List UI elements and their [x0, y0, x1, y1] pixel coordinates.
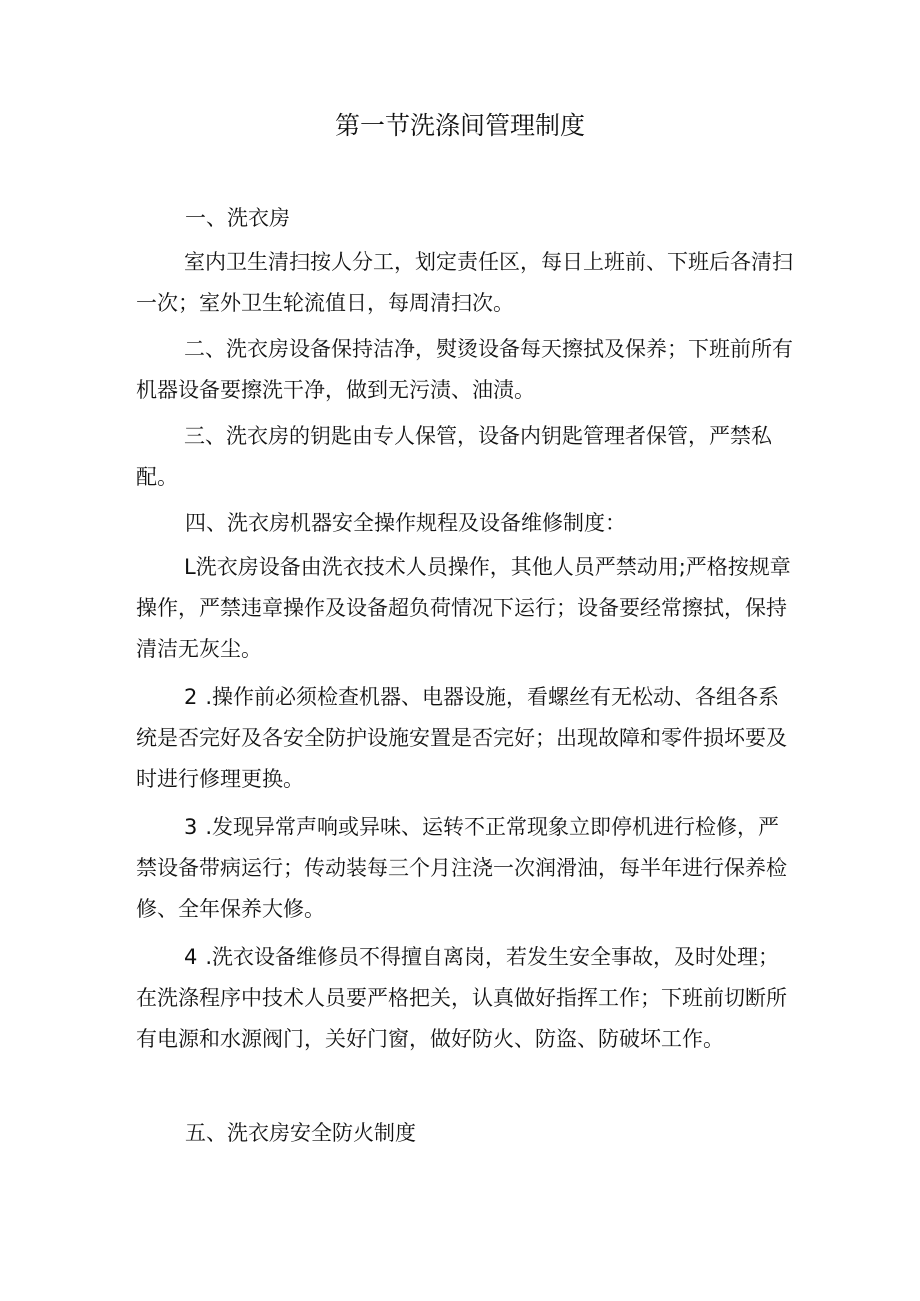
section-1-paragraph: 室内卫生清扫按人分工，划定责任区，每日上班前、下班后各清扫一次；室外卫生轮流值日，每周清扫次。 [136, 250, 793, 315]
rule-item-4-text: .洗衣设备维修员不得擅自离岗，若发生安全事故，及时处理；在洗涤程序中技术人员要严格把关，认真做好指挥工作；下班前切断所有电源和水源阀门，关好门窗，做好防火、防盗、防破坏工作。 [136, 945, 787, 1051]
rule-item-3-text: .发现异常声响或异味、运转不正常现象立即停机进行检修，严禁设备带病运行；传动装每三个月注浇一次润滑油，每半年进行保养检修、全年保养大修。 [136, 815, 787, 921]
rule-item-3 [136, 807, 796, 930]
rule-item-1: L洗衣房设备由洗衣技术人员操作，其他人员严禁动用;严格按规章操作，严禁违章操作及设备超负荷情况下运行；设备要经常擦拭，保持清洁无灰尘。 [136, 555, 791, 661]
section-4-heading: 四、洗衣房机器安全操作规程及设备维修制度： [185, 511, 626, 535]
rule-item-4-number: 4 [184, 945, 198, 969]
section-2-paragraph: 二、洗衣房设备保持洁净，熨烫设备每天擦拭及保养；下班前所有机器设备要擦洗干净，做到无污渍、油渍。 [136, 337, 793, 402]
rule-item-4 [136, 937, 796, 1060]
rule-item-2-text: .操作前必须检查机器、电器设施，看螺丝有无松动、各组各系统是否完好及各安全防护设施安置是否完好；出现故障和零件损坏要及时进行修理更换。 [136, 685, 787, 791]
rule-item-2-number: 2 [184, 685, 198, 709]
section-3-paragraph: 三、洗衣房的钥匙由专人保管，设备内钥匙管理者保管，严禁私配。 [136, 424, 772, 489]
section-1-heading: 一、洗衣房 [185, 206, 290, 230]
document-title: 第一节洗涤间管理制度 [334, 111, 585, 140]
section-5-heading: 五、洗衣房安全防火制度 [185, 1121, 416, 1145]
rule-item-3-number: 3 [184, 815, 198, 839]
rule-item-2 [136, 677, 796, 800]
